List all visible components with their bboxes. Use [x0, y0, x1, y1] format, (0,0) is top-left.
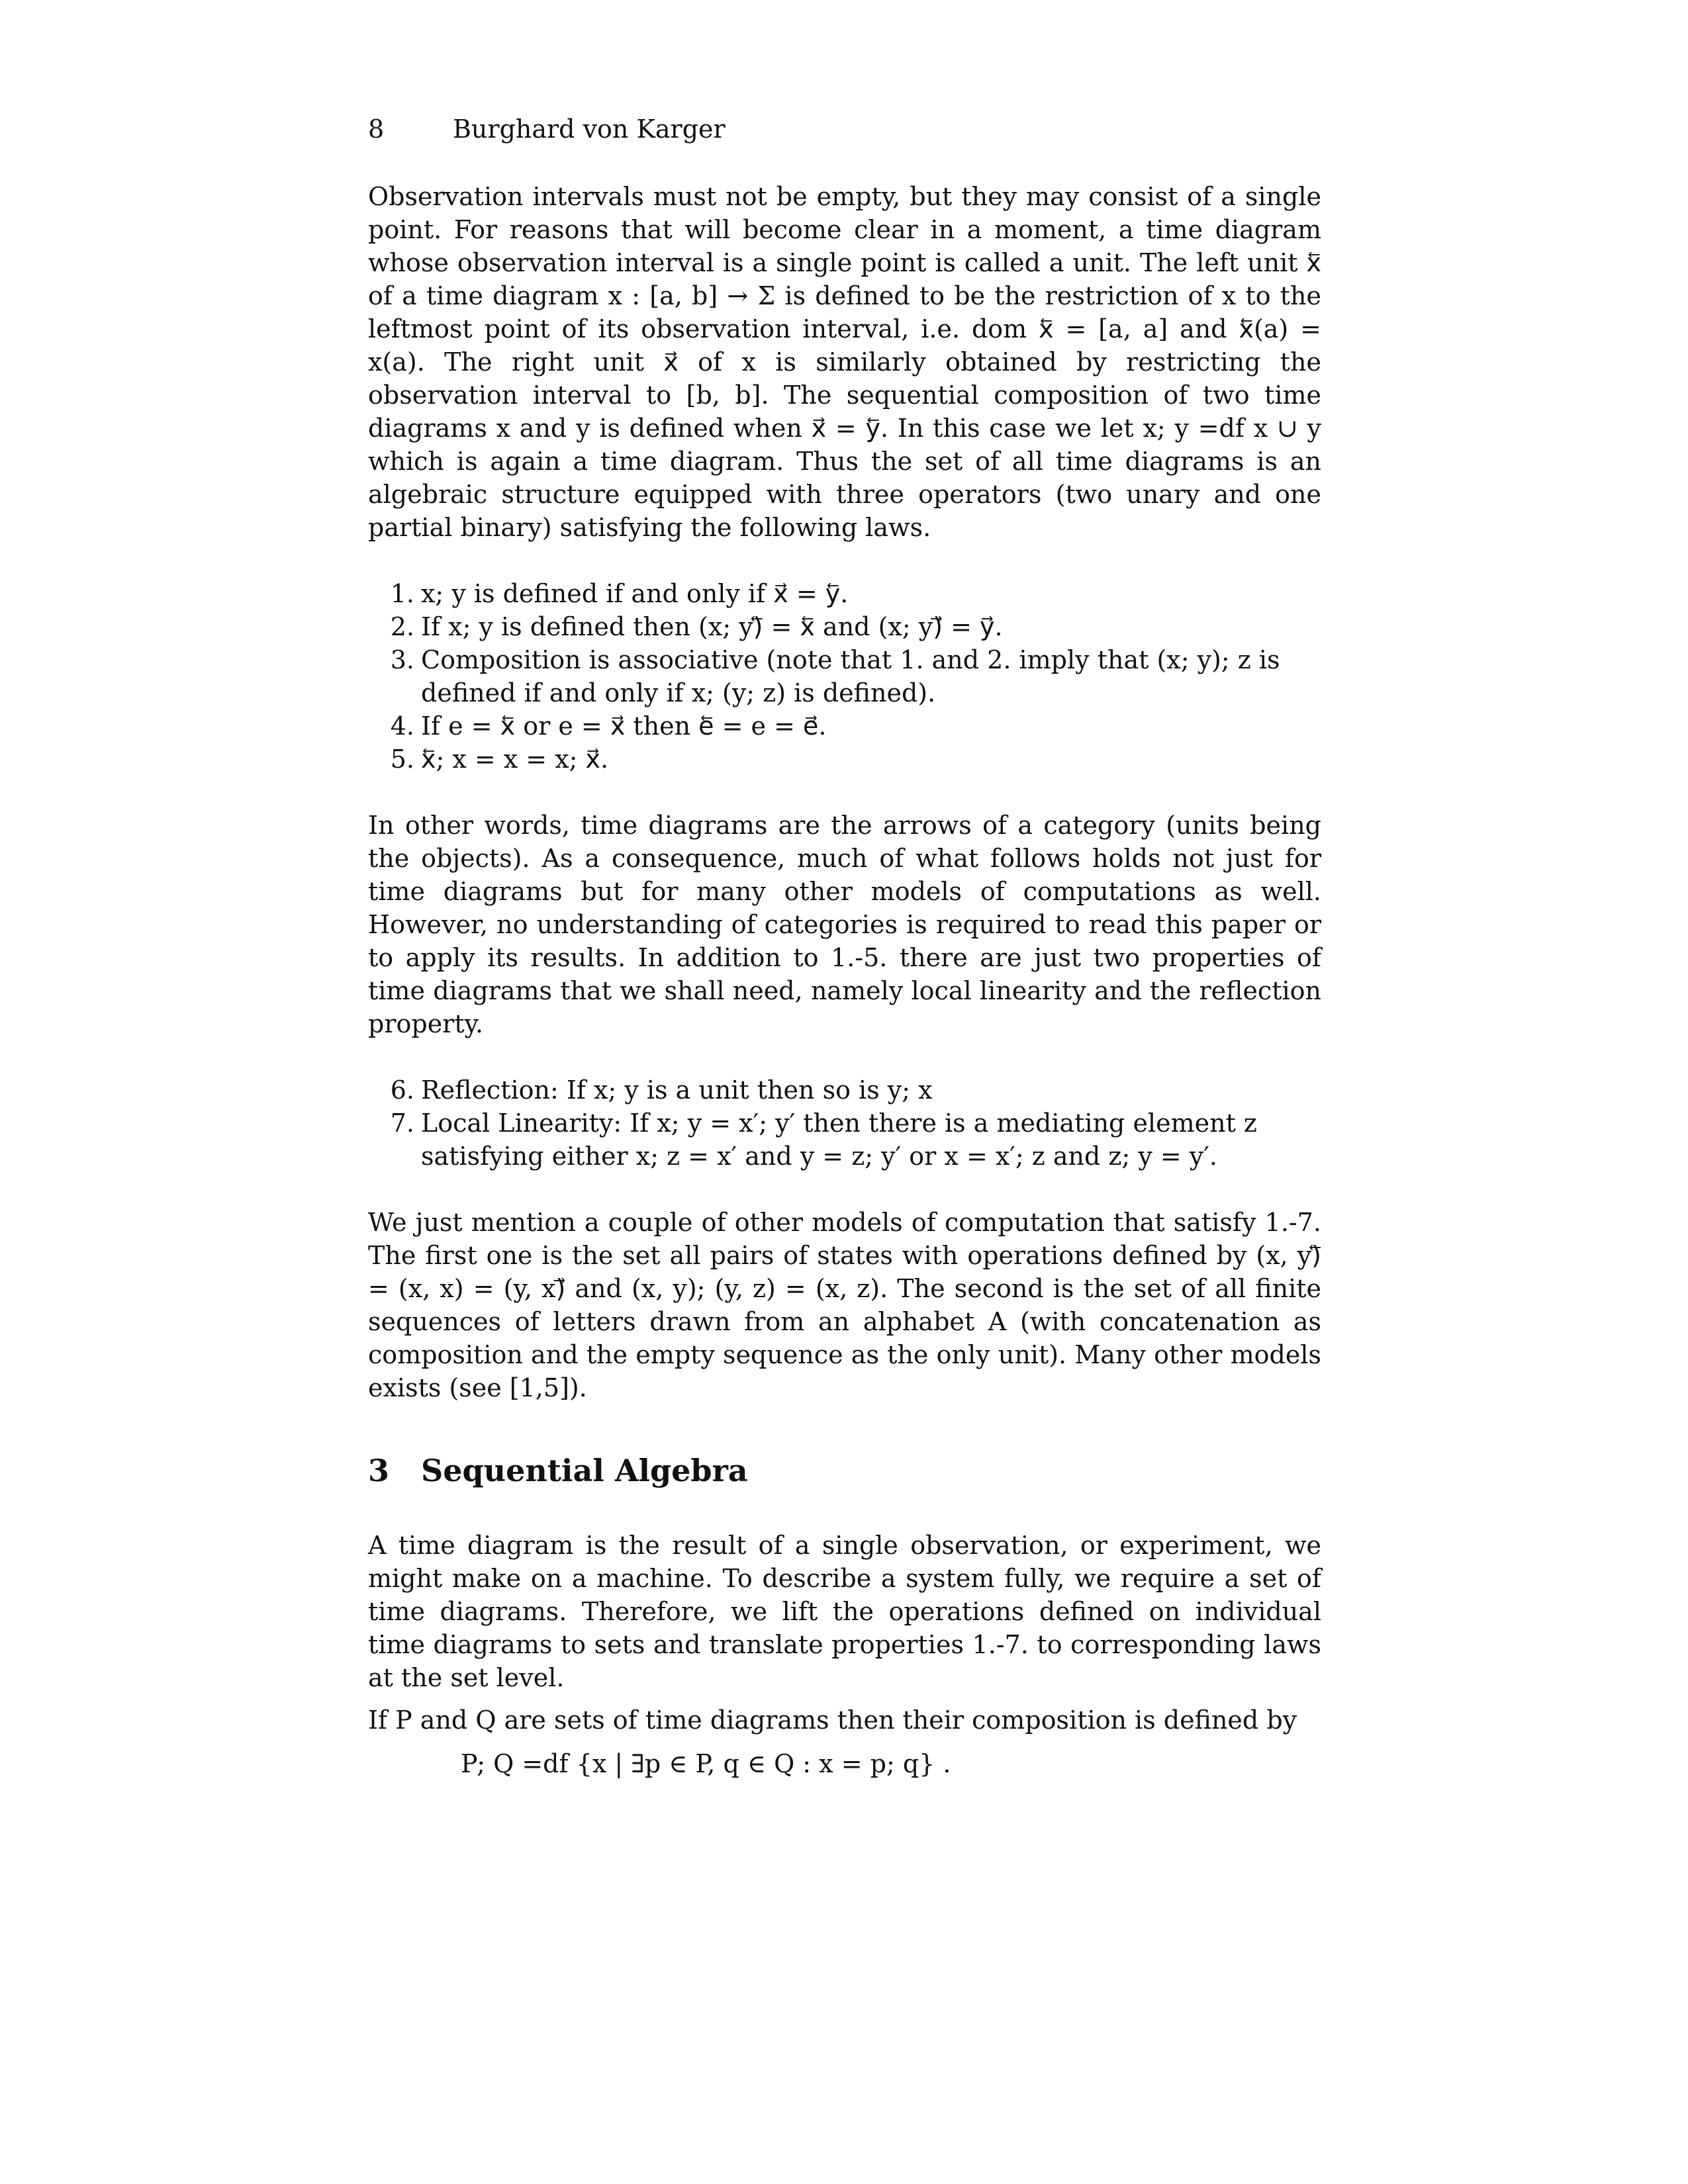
law-item: 3. Composition is associative (note that 1. and 2. imply that (x; y); z is defined if and only if x; (y; z) is defined).	[390, 645, 1280, 707]
intro-paragraph: Observation intervals must not be empty, but they may consist of a single point. For reasons that will become clear in a moment, a time diagram whose observation interval is a single point is called a unit. The left unit x⃖ of a time diagram x : [a, b] → Σ is defined to be the restriction of x to the leftmost point of its observation interval, i.e. dom x⃖ = [a, a] and x⃖(a) = x(a). The right unit x⃗ of x is similarly obtained by restricting the observation interval to [b, b]. The sequential composition of two time diagrams x and y is defined when x⃗ = y⃖. In this case we let x; y =df x ∪ y which is again a time diagram. Thus the set of all time diagrams is an algebraic structure equipped with three operators (two unary and one partial binary) satisfying the following laws.	[368, 182, 1321, 542]
law-item: 4. If e = x⃖ or e = x⃗ then e⃖ = e = e⃗.	[390, 711, 827, 741]
section-title: Sequential Algebra	[421, 1453, 748, 1488]
law-item: 1. x; y is defined if and only if x⃗ = y⃖.	[390, 579, 849, 608]
category-paragraph: In other words, time diagrams are the arrows of a category (units being the objects). As a consequence, much of what follows holds not just for time diagrams but for many other models of computations as well. However, no understanding of categories is required to read this paper or to apply its results. In addition to 1.-5. there are just two properties of time diagrams that we shall need, namely local linearity and the reflection property.	[368, 811, 1321, 1038]
section-paragraph-1: A time diagram is the result of a single observation, or experiment, we might make on a machine. To describe a system fully, we require a set of time diagrams. Therefore, we lift the operations defined on individual time diagrams to sets and translate properties 1.-7. to corresponding laws at the set level.	[368, 1531, 1321, 1692]
law-item: 5. x⃖; x = x = x; x⃗.	[390, 745, 609, 774]
section-number: 3	[368, 1453, 390, 1488]
page-number: 8	[368, 114, 385, 144]
law-item: 6. Reflection: If x; y is a unit then so is y; x	[390, 1075, 933, 1105]
running-author: Burghard von Karger	[453, 114, 726, 144]
laws-list-6-7	[368, 1073, 1321, 1173]
laws-list-1-5	[368, 577, 1321, 776]
law-item: 7. Local Linearity: If x; y = x′; y′ then there is a mediating element z satisfying either x; z = x′ and y = z; y′ or x = x′; z and z; y = y′.	[390, 1109, 1257, 1171]
section-paragraph-2: If P and Q are sets of time diagrams then their composition is defined by	[368, 1706, 1297, 1735]
section-heading	[368, 1451, 1321, 1490]
composition-equation: P; Q =df {x | ∃p ∈ P, q ∈ Q : x = p; q} .	[461, 1749, 951, 1778]
law-item: 2. If x; y is defined then (x; y)⃖ = x⃖ and (x; y)⃗ = y⃗.	[390, 612, 1003, 641]
running-header	[368, 113, 1321, 146]
models-paragraph: We just mention a couple of other models of computation that satisfy 1.-7. The first one is the set all pairs of states with operations defined by (x, y)⃖ = (x, x) = (y, x)⃗ and (x, y); (y, z) = (x, z). The second is the set of all finite sequences of letters drawn from an alphabet A (with concatenation as composition and the empty sequence as the only unit). Many other models exists (see [1,5]).	[368, 1208, 1321, 1402]
paper-page	[368, 113, 1321, 1780]
